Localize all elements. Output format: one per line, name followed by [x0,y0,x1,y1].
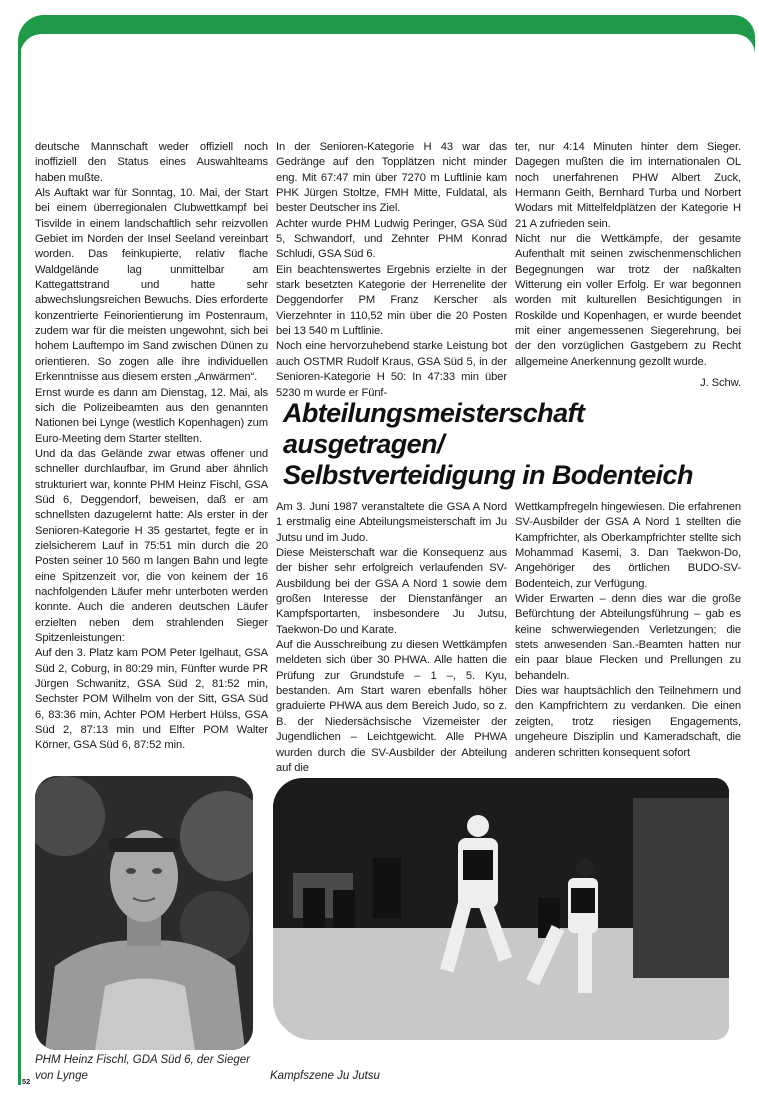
article2-column-2 [515,500,741,761]
paragraph: In der Senioren-Kategorie H 43 war das Gedränge auf den Topplätzen nicht minder eng. Mit 67:47 min über 7270 m Luftlinie kam PHK Jürgen Stoltze, FMH Mitte, Fuldatal, als bester Deutscher ins Ziel. [276,141,507,215]
paragraph: Ein beachtenswertes Ergebnis erzielte in der stark besetzten Kategorie der Herrenelite der Deggendorfer PM Franz Kerscher als Vierzehnter in 110,52 min über die 20 Posten bei 13 540 m Luftlinie. [276,263,507,338]
headline-line: Abteilungsmeisterschaft [283,398,585,428]
paragraph: Nicht nur die Wettkämpfe, der gesamte Aufenthalt mit seinen zwischenmenschlichen Begegnungen war trotz der naßkalten Witterung ein voller Erfolg. Er war begonnen worden mit kulturellen Besichtigungen in Roskilde und Kopenhagen, er wurde beendet mit einer angemessenen Siegerehrung, bei der den vorzüglichen Gastgebern zu Recht allgemeine Anerkennung gezollt wurde. [515,233,741,368]
headline-line: ausgetragen/ [283,429,444,459]
green-left-rule [18,40,21,1085]
paragraph: Diese Meisterschaft war die Konsequenz aus der bisher sehr erfolgreich verlaufenden SV-Ausbildung bei der GSA A Nord 1 sowie dem großen Interesse der Dienstanfänger an Kampfsportarten, insbesondere Ju Jutsu, Taekwon-Do und Karate. [276,547,507,636]
article1-column-1 [35,140,268,754]
page-number: 52 [22,1077,31,1086]
article1-column-2 [276,140,507,401]
portrait-photo [35,776,253,1050]
article1-column-3 [515,140,741,392]
paragraph: Dies war hauptsächlich den Teilnehmern und den Kampfrichtern zu verdanken. Die einen zeigten, trotz riesigen Engagements, ungeheure Disziplin und Kameradschaft, die anderen schritten konsequent sofort [515,685,741,759]
paragraph: Als Auftakt war für Sonntag, 10. Mai, der Start bei einem überregionalen Clubwettkampf bei Tisvilde in einem landschaftlich sehr reizvollen Gebiet im Norden der Insel Seeland vereinbart worden. Das feinkupierte, relativ flache Waldgelände lag unmittelbar am Kattegattstrand und hatte sehr abwechslungsreichen Bewuchs. Dies erforderte konzentrierte Feinorientierung im Postenraum, zudem war für die meisten ungewohnt, sich bei hohem Lauftempo im Sand zwischen Dünen zu orientieren. So zogen alle ihre individuellen Erkenntnisse aus diesem ersten „Anwärmen“. [35,187,268,384]
photo-caption-right: Kampfszene Ju Jutsu [270,1070,380,1082]
paragraph: Achter wurde PHM Ludwig Peringer, GSA Süd 5, Schwandorf, und Zehnter PHM Konrad Schludi, GSA Süd 6. [276,217,507,261]
paragraph: Ernst wurde es dann am Dienstag, 12. Mai, als sich die Polizeibeamten aus den genannten Nationen bei Lynge (westlich Kopenhagen) zum Euro-Meeting dem Starter stellten. [35,386,268,445]
paragraph: Auf den 3. Platz kam POM Peter Igelhaut, GSA Süd 2, Coburg, in 80:29 min, Fünfter wurde PR Jürgen Schwanitz, GSA Süd 2, 81:52 min, Sechster POM Wilhelm von der Sitt, GSA Süd 6, 83:36 min, Achter POM Herbert Hülss, GSA Süd 2, 87:13 min und Elfter POM Walter Körner, GSA Süd 6, 87:52 min. [35,647,268,752]
article2-column-1 [276,500,507,776]
photo-caption-left: PHM Heinz Fischl, GDA Süd 6, der Sieger von Lynge [35,1054,250,1082]
paragraph: ter, nur 4:14 Minuten hinter dem Sieger. Dagegen mußten die im internationalen OL noch unerfahrenen PHW Albert Zuck, Hermann Geith, Bernhard Turba und Norbert Wodars mit Mittelfeldplätzen der Kategorie H 21 A zufrieden sein. [515,141,741,230]
headline-line: Selbstverteidigung in Bodenteich [283,460,693,490]
ju-jutsu-action-photo [273,778,729,1040]
article2-headline [283,398,753,491]
paragraph: Am 3. Juni 1987 veranstaltete die GSA A Nord 1 erstmalig eine Abteilungsmeisterschaft im Ju Jutsu und im Judo. [276,501,507,544]
paragraph: Noch eine hervorzuhebend starke Leistung bot auch OSTMR Rudolf Kraus, GSA Süd 5, in der Senioren-Kategorie H 50: In 47:33 min über 5230 m wurde er Fünf- [276,340,507,399]
paragraph: deutsche Mannschaft weder offiziell noch inoffiziell den Status eines Auswahlteams haben mußte. [35,141,268,184]
author-signature: J. Schw. [700,377,741,390]
paragraph: Wider Erwarten – denn dies war die große Befürchtung der Abteilungsführung – gab es keine schwerwiegenden Verletzungen; die stets anwesenden San.-Beamten hatten nur ein paar blaue Flecken und Prellungen zu behandeln. [515,593,741,682]
paragraph: Und da das Gelände zwar etwas offener und schneller durchlaufbar, im Grund aber ähnlich strukturiert war, konnte PHM Heinz Fischl, GSA Süd 6, Deggendorf, beweisen, daß er am schnellsten dazugelernt hatte: Als erster in der Senioren-Kategorie H 35 gestartet, fegte er in zielsicherem Lauf in 75:51 min durch die 20 Posten seiner 10 560 m langen Bahn und legte eine Spitzenzeit vor, die von keinem der 16 nachfolgenden Läufer mehr unterboten werden konnte. Auch die anderen deutschen Läufer erzielten neben dem strahlenden Sieger Spitzenleistungen: [35,447,268,644]
paragraph: Auf die Ausschreibung zu diesen Wettkämpfen meldeten sich über 30 PHWA. Alle hatten die Prüfung zur Grundstufe – 1 –, 5. Kyu, bestanden. Am Start waren ebenfalls höher graduierte PHWA aus dem Bereich Judo, so z. B. der Niedersächsische Vizemeister der Jugendlichen – Leichtgewicht. Alle PHWA wurden durch die SV-Ausbilder der Abteilung auf die [276,639,507,774]
header-band-cutout [20,34,755,94]
paragraph: Wettkampfregeln hingewiesen. Die erfahrenen SV-Ausbilder der GSA A Nord 1 stellten die Kampfrichter, als Oberkampfrichter stellte sich Mohammad Kasemi, 3. Dan Taekwon-Do, Angehöriger des örtlichen BUDO-SV-Bodenteich, zur Verfügung. [515,501,741,590]
